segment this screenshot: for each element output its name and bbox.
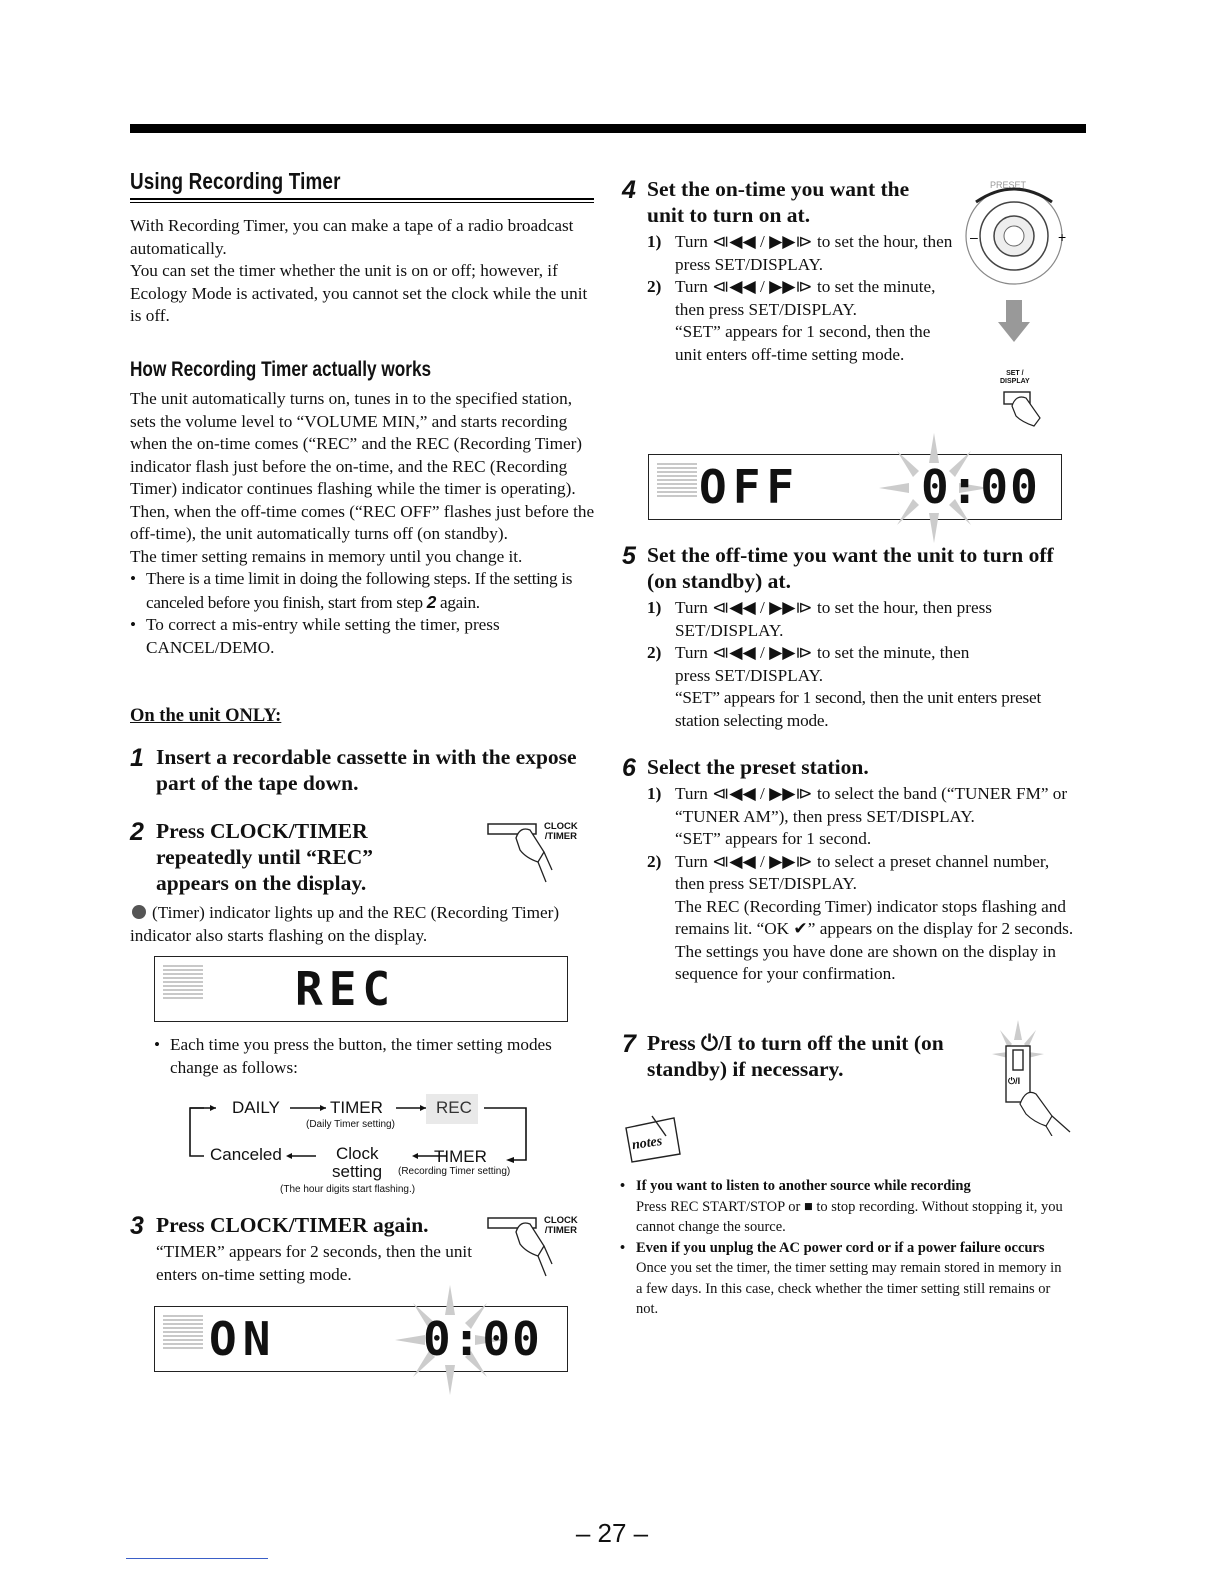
bullet-text: again. — [436, 592, 480, 612]
step-number: 6 — [622, 754, 636, 782]
substep-after: The REC (Recording Timer) indicator stops flashing and remains lit. “OK ✔” appears on the display for 2 seconds. — [675, 896, 1074, 938]
step-number: 3 — [130, 1212, 144, 1240]
rec-indicator-icon — [657, 463, 697, 497]
display-left-text: ON — [209, 1312, 277, 1366]
step-1 — [130, 744, 600, 796]
button-label-line: /TIMER — [544, 831, 577, 842]
substep-1 — [647, 597, 995, 642]
preset-label: PRESET — [990, 180, 1027, 190]
step-text — [130, 902, 600, 947]
intro-paragraph: With Recording Timer, you can make a tape of a radio broadcast automatically. — [130, 216, 574, 258]
note-2 — [620, 1238, 1070, 1320]
flow-clock: Clock — [336, 1144, 379, 1163]
button-label-line: CLOCK — [544, 1215, 578, 1226]
step-text: “TIMER” appears for 2 seconds, then the unit enters on-time setting mode. — [156, 1242, 472, 1284]
substep-text: Turn ⧏◀◀ / ▶▶⧐ to select the band (“TUNER FM” or “TUNER AM”), then press SET/DISPLAY. — [675, 784, 1068, 826]
step-heading: Insert a recordable cassette in with the expose part of the tape down. — [156, 745, 577, 795]
svg-text:–: – — [970, 229, 978, 245]
power-button-illustration — [990, 1020, 1080, 1136]
power-press-icon — [990, 1020, 1080, 1136]
display-left-text: OFF — [699, 460, 801, 514]
clock-timer-label — [544, 1216, 578, 1236]
step-5 — [622, 542, 1086, 732]
flow-hour-note: (The hour digits start flashing.) — [280, 1184, 416, 1195]
substep-text: Turn ⧏◀◀ / ▶▶⧐ to select a preset channel number, then press SET/DISPLAY. — [675, 851, 1050, 893]
mode-flow-diagram — [186, 1094, 546, 1204]
how-text — [130, 388, 598, 659]
step-heading: Press CLOCK/TIMER again. — [156, 1213, 429, 1237]
step-number: 7 — [622, 1030, 636, 1058]
step-subs — [622, 597, 1086, 732]
flow-timer-daily: TIMER — [330, 1098, 383, 1117]
button-label-line: CLOCK — [544, 821, 578, 832]
flow-setting: setting — [332, 1162, 383, 1181]
substep-number: 1) — [647, 232, 662, 251]
display-on-time — [154, 1306, 568, 1372]
note-heading: • If you want to listen to another source while recording — [636, 1178, 971, 1194]
display-right-text: 0:00 — [921, 460, 1040, 514]
bullet-time-limit — [130, 568, 598, 614]
substep-2 — [647, 642, 995, 687]
top-rule — [130, 124, 1086, 133]
display-right-text: 0:00 — [423, 1312, 542, 1366]
clock-timer-button-illustration — [486, 1212, 586, 1278]
step-heading: Press ⏻/I to turn off the unit (on standby) if necessary. — [647, 1031, 944, 1081]
unit-only-label: On the unit ONLY: — [130, 706, 282, 726]
step-heading: Select the preset station. — [647, 755, 869, 779]
step-7 — [622, 1030, 972, 1082]
step-ref: 2 — [426, 591, 437, 612]
how-title: How Recording Timer actually works — [130, 358, 432, 381]
step-heading: Press CLOCK/TIMER repeatedly until “REC” appears on the display. — [156, 819, 373, 895]
timer-indicator-icon — [132, 905, 146, 919]
substep-1 — [647, 231, 957, 276]
step-number: 1 — [130, 744, 144, 772]
substep-number: 2) — [647, 851, 662, 871]
substep-2 — [647, 276, 957, 321]
note-text: Once you set the timer, the timer setting may remain stored in memory in a few days. In this case, check whether the timer setting still remains or not. — [636, 1260, 1062, 1317]
button-label-line: SET / — [1006, 370, 1024, 377]
preset-dial-illustration — [960, 180, 1076, 430]
intro-paragraph: You can set the timer whether the unit is on or off; however, if Ecology Mode is activated, you cannot set the clock while the unit is off. — [130, 261, 588, 325]
substep-after: “SET” appears for 1 second, then the unit enters off-time setting mode. — [675, 322, 931, 364]
dial-icon — [960, 180, 1076, 430]
set-display-label — [1000, 370, 1030, 386]
display-off-time — [648, 454, 1062, 520]
button-label-line: DISPLAY — [1000, 378, 1030, 385]
substep-text: Turn ⧏◀◀ / ▶▶⧐ to set the minute, then press SET/DISPLAY. — [675, 277, 936, 319]
substep-number: 1) — [647, 598, 662, 617]
step-number: 2 — [130, 818, 144, 846]
notes-label: notes — [631, 1133, 664, 1154]
step-text-body: (Timer) indicator lights up and the REC (Recording Timer) indicator also starts flashing on the display. — [130, 903, 560, 945]
flow-rec-sub: (Recording Timer setting) — [398, 1166, 511, 1177]
substep-text: Turn ⧏◀◀ / ▶▶⧐ to set the hour, then press SET/DISPLAY. — [675, 598, 992, 640]
bullet-correct: • To correct a mis-entry while setting the timer, press CANCEL/DEMO. — [130, 614, 598, 659]
flow-daily-sub: (Daily Timer setting) — [306, 1119, 395, 1130]
how-paragraph: The unit automatically turns on, tunes in to the specified station, sets the volume level to “VOLUME MIN,” and starts recording when the on-time comes (“REC” and the REC (Recording Timer) indicator flash just before the on-time, and the REC (Recording Timer) indicator continues flashing while the timer is operating). Then, when the off-time comes (“REC OFF” flashes just before the off-time), the unit automatically turns off (on standby). — [130, 389, 595, 543]
memory-paragraph: The timer setting remains in memory until you change it. — [130, 546, 523, 566]
note-heading: • Even if you unplug the AC power cord or if a power failure occurs — [636, 1239, 1045, 1256]
footer-link-rule — [126, 1558, 268, 1559]
substep-number: 2) — [647, 277, 662, 296]
notes-list — [620, 1176, 1070, 1320]
step-6 — [622, 754, 1086, 986]
substep-1 — [647, 783, 1077, 828]
substep-text: Turn ⧏◀◀ / ▶▶⧐ to set the minute, then press SET/DISPLAY. — [675, 643, 970, 685]
substep-after: “SET” appears for 1 second. — [675, 829, 872, 848]
step-subs — [622, 231, 957, 366]
page-number: – 27 – — [575, 1518, 649, 1548]
substep-2 — [647, 851, 1077, 896]
svg-text:+: + — [1058, 229, 1067, 245]
rec-indicator-icon — [163, 1315, 203, 1349]
flow-timer-rec: TIMER — [434, 1147, 487, 1166]
bullet-modes: • Each time you press the button, the timer setting modes change as follows: — [154, 1034, 594, 1079]
note-1 — [620, 1176, 1070, 1238]
bullet-text: There is a time limit in doing the following steps. If the setting is canceled before you finish, start from step — [146, 569, 573, 612]
notes-badge — [622, 1114, 686, 1164]
step-number: 4 — [622, 176, 636, 204]
intro-text — [130, 215, 598, 328]
substep-text: Turn ⧏◀◀ / ▶▶⧐ to set the hour, then press SET/DISPLAY. — [675, 232, 953, 274]
clock-timer-button-illustration — [486, 818, 586, 884]
step-subs — [622, 783, 1077, 986]
clock-timer-label — [544, 822, 578, 842]
button-label-line: /TIMER — [544, 1225, 577, 1236]
display-text: REC — [295, 962, 397, 1016]
substep-after: “SET” appears for 1 second, then the unit enters preset station selecting mode. — [675, 688, 1042, 730]
flow-rec: REC — [436, 1098, 472, 1117]
rec-indicator-icon — [163, 965, 203, 999]
substep-after: The settings you have done are shown on the display in sequence for your confirmation. — [675, 941, 1056, 983]
power-label: ⏻/I — [1008, 1076, 1021, 1086]
substep-number: 2) — [647, 643, 662, 662]
flow-daily: DAILY — [232, 1098, 280, 1117]
how-heading-wrap — [130, 358, 600, 382]
display-rec — [154, 956, 568, 1022]
section-title-rule — [130, 198, 594, 203]
section-title: Using Recording Timer — [130, 168, 341, 194]
left-column — [130, 168, 600, 195]
step-2-bullet — [154, 1034, 594, 1079]
flow-canceled: Canceled — [210, 1145, 282, 1164]
step-heading: Set the off-time you want the unit to turn off (on standby) at. — [647, 543, 1054, 593]
note-text: Press REC START/STOP or ■ to stop recording. Without stopping it, you cannot change the source. — [636, 1198, 1063, 1235]
step-number: 5 — [622, 542, 636, 570]
substep-number: 1) — [647, 784, 662, 803]
step-heading: Set the on-time you want the unit to turn on at. — [647, 177, 910, 227]
